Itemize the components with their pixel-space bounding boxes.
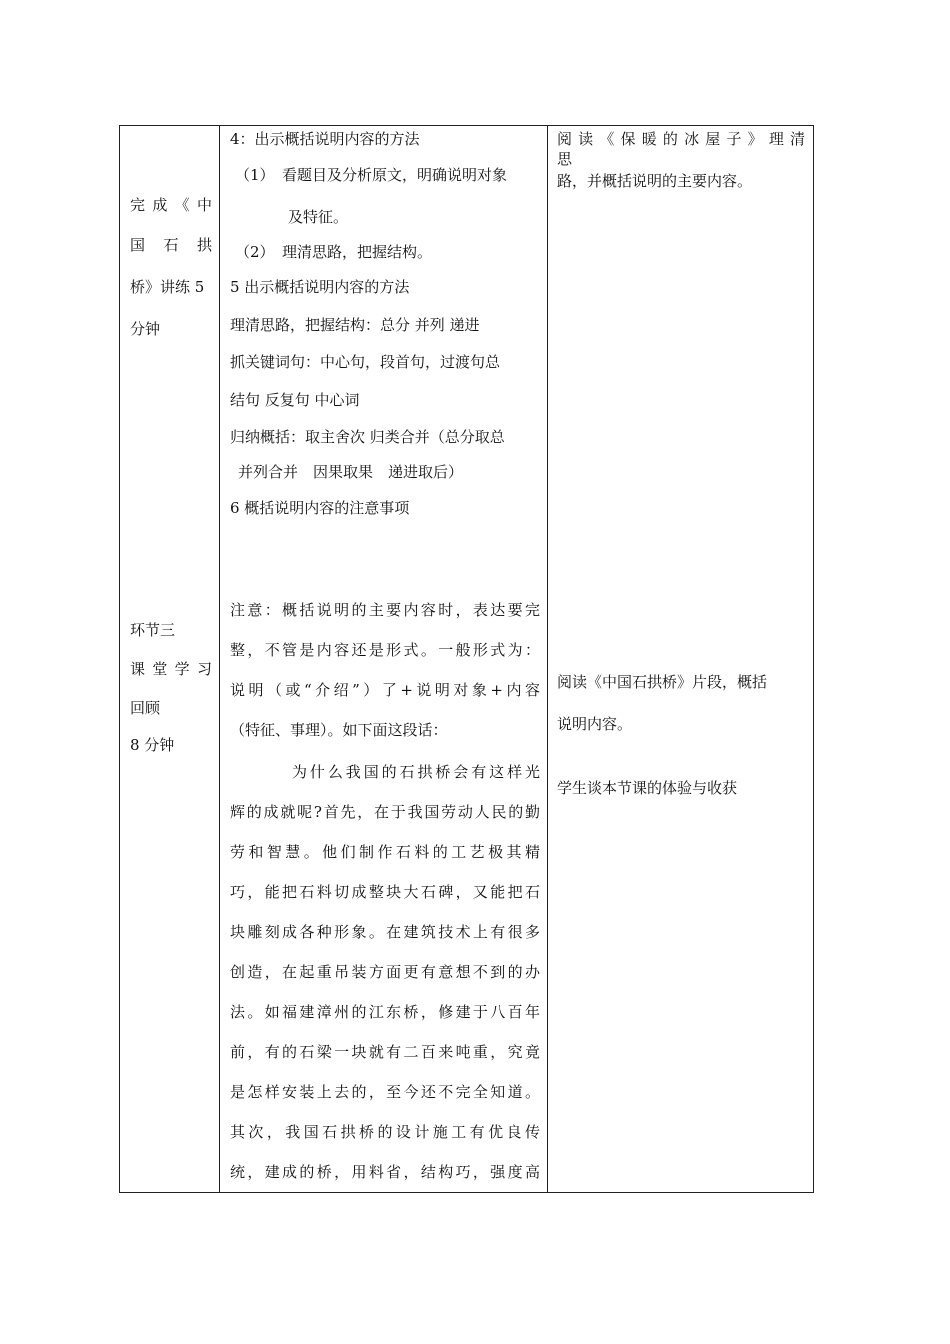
left-text: 环节三 [130,621,176,639]
passage-text: 劳和智慧。他们制作石料的工艺极其精 [230,843,540,861]
right-text: 学生谈本节课的体验与收获 [557,779,738,797]
column-divider [547,126,548,1192]
note-text: 说明（或“介绍”）了+说明对象+内容 [230,681,540,699]
left-text: 桥》讲练 5 [130,278,205,296]
right-text: 说明内容。 [557,715,633,733]
note-text: 注意：概括说明的主要内容时，表达要完 [230,601,540,619]
column-divider [219,126,220,1192]
mid-text: 结句 反复句 中心词 [230,391,360,409]
passage-text: 块雕刻成各种形象。在建筑技术上有很多 [230,923,540,941]
right-text: 阅 读 《 保 暖 的 冰 屋 子 》 理 清 思 [557,130,805,168]
left-text: 分钟 [130,320,161,338]
passage-text: 其次，我国石拱桥的设计施工有优良传 [230,1123,540,1141]
mid-text: （1） 看题目及分析原文，明确说明对象 [235,166,508,184]
right-text: 路，并概括说明的主要内容。 [557,172,753,190]
mid-text: （2） 理清思路，把握结构。 [235,243,433,261]
mid-text: 4：出示概括说明内容的方法 [230,130,420,148]
left-text: 国 石 拱 [130,236,212,254]
mid-text: 并列合并 因果取果 递进取后） [238,463,464,481]
passage-text: 是怎样安装上去的，至今还不完全知道。 [230,1083,540,1101]
mid-text: 6 概括说明内容的注意事项 [230,499,410,517]
left-text: 回顾 [130,699,161,717]
note-text: （特征、事理）。如下面这段话： [230,721,448,739]
passage-text: 统，建成的桥，用料省，结构巧，强度高 [230,1163,540,1181]
passage-text: 创造，在起重吊装方面更有意想不到的办 [230,963,540,981]
mid-text: 抓关键词句：中心句，段首句，过渡句总 [230,353,501,371]
left-text: 完 成 《 中 [130,196,212,214]
note-text: 整，不管是内容还是形式。一般形式为： [230,641,540,659]
mid-text: 及特征。 [288,208,349,226]
right-text: 阅读《中国石拱桥》片段，概括 [557,673,768,691]
left-text: 课 堂 学 习 [130,660,212,678]
mid-text: 理清思路，把握结构：总分 并列 递进 [230,316,480,334]
mid-text: 归纳概括：取主舍次 归类合并（总分取总 [230,428,505,446]
passage-text: 为什么我国的石拱桥会有这样光 [292,763,540,781]
passage-text: 巧，能把石料切成整块大石碑，又能把石 [230,883,540,901]
left-text: 8 分钟 [130,736,175,754]
passage-text: 前，有的石梁一块就有二百来吨重，究竟 [230,1043,540,1061]
lesson-table [119,125,814,1193]
mid-text: 5 出示概括说明内容的方法 [230,278,410,296]
passage-text: 辉的成就呢?首先，在于我国劳动人民的勤 [230,803,540,821]
passage-text: 法。如福建漳州的江东桥，修建于八百年 [230,1003,540,1021]
